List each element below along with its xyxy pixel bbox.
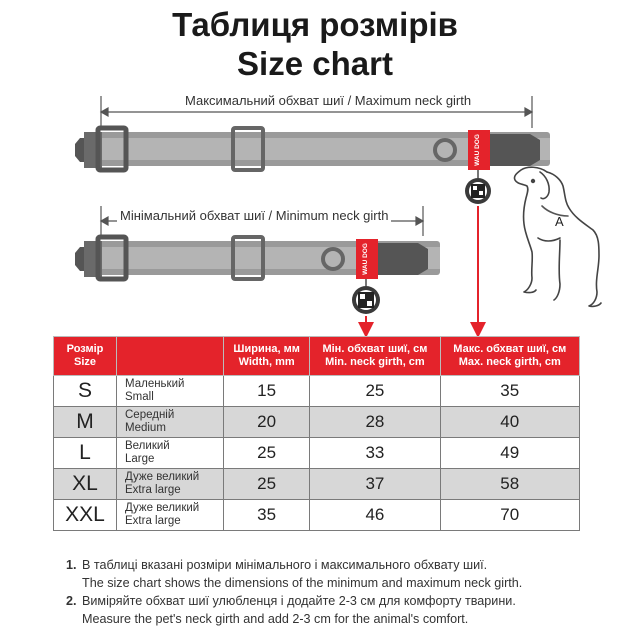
size-name-uk: Середній xyxy=(125,409,175,421)
width-value: 35 xyxy=(224,500,310,531)
width-value: 25 xyxy=(224,438,310,469)
max-value: 49 xyxy=(440,438,579,469)
header-name xyxy=(117,337,224,376)
size-name-en: Small xyxy=(125,391,154,403)
dog-icon xyxy=(514,167,601,306)
width-value: 25 xyxy=(224,469,310,500)
dog-neck-marker: A xyxy=(555,214,564,229)
size-name-en: Large xyxy=(125,453,155,465)
min-value: 37 xyxy=(310,469,440,500)
min-value: 33 xyxy=(310,438,440,469)
header-min-en: Min. neck girth, cm xyxy=(325,356,425,368)
collar-max xyxy=(75,128,550,204)
size-code: L xyxy=(54,438,117,469)
table-row xyxy=(54,500,580,531)
size-name-uk: Дуже великий xyxy=(125,471,200,483)
size-code: XL xyxy=(54,469,117,500)
note-2 xyxy=(66,592,522,610)
size-code: M xyxy=(54,407,117,438)
note-text-uk: В таблиці вказані розміри мінімального і максимального обхвату шиї. xyxy=(82,558,488,572)
header-width xyxy=(224,337,310,376)
header-size-uk: Розмір xyxy=(66,343,104,355)
size-code: S xyxy=(54,376,117,407)
size-name-uk: Маленький xyxy=(125,378,185,390)
max-value: 58 xyxy=(440,469,579,500)
wau-dog-tag-text: WAU DOG xyxy=(474,134,481,166)
min-value: 46 xyxy=(310,500,440,531)
max-girth-label: Максимальний обхват шиї / Maximum neck girth xyxy=(182,93,474,108)
table-row xyxy=(54,469,580,500)
size-name xyxy=(117,376,224,407)
header-max-uk: Макс. обхват шиї, см xyxy=(453,343,567,355)
size-name-uk: Дуже великий xyxy=(125,502,200,514)
size-name-uk: Великий xyxy=(125,440,170,452)
max-value: 35 xyxy=(440,376,579,407)
header-size xyxy=(54,337,117,376)
note-1 xyxy=(66,556,522,574)
size-name-en: Medium xyxy=(125,422,166,434)
size-name xyxy=(117,469,224,500)
size-name xyxy=(117,438,224,469)
header-min xyxy=(310,337,440,376)
header-width-uk: Ширина, мм xyxy=(233,343,300,355)
note-number: 2. xyxy=(66,594,77,608)
table-row xyxy=(54,438,580,469)
table-row xyxy=(54,376,580,407)
header-width-en: Width, mm xyxy=(238,356,295,368)
wau-dog-tag-small-text: WAU DOG xyxy=(362,243,369,275)
title-english: Size chart xyxy=(237,45,393,82)
table-row xyxy=(54,407,580,438)
size-table xyxy=(53,336,580,531)
min-value: 25 xyxy=(310,376,440,407)
header-max xyxy=(440,337,579,376)
size-code: XXL xyxy=(54,500,117,531)
size-name xyxy=(117,407,224,438)
min-girth-label: Мінімальний обхват шиї / Minimum neck girth xyxy=(117,208,391,223)
min-value: 28 xyxy=(310,407,440,438)
note-text-en: Measure the pet's neck girth and add 2-3 cm for the animal's comfort. xyxy=(82,612,469,626)
title-ukrainian: Таблиця розмірів xyxy=(172,6,458,43)
max-value: 70 xyxy=(440,500,579,531)
header-size-en: Size xyxy=(73,356,96,368)
size-name xyxy=(117,500,224,531)
size-name-en: Extra large xyxy=(125,515,181,527)
width-value: 20 xyxy=(224,407,310,438)
header-min-uk: Мін. обхват шиї, см xyxy=(322,343,428,355)
width-value: 15 xyxy=(224,376,310,407)
header-max-en: Max. neck girth, cm xyxy=(458,356,561,368)
note-number: 1. xyxy=(66,558,77,572)
size-name-en: Extra large xyxy=(125,484,181,496)
max-value: 40 xyxy=(440,407,579,438)
table-header-row xyxy=(54,337,580,376)
note-text-uk: Виміряйте обхват шиї улюбленця і додайте 2-3 см для комфорту тварини. xyxy=(82,594,516,608)
note-text-en: The size chart shows the dimensions of the minimum and maximum neck girth. xyxy=(82,576,523,590)
notes xyxy=(66,556,522,628)
collar-min xyxy=(75,237,440,314)
